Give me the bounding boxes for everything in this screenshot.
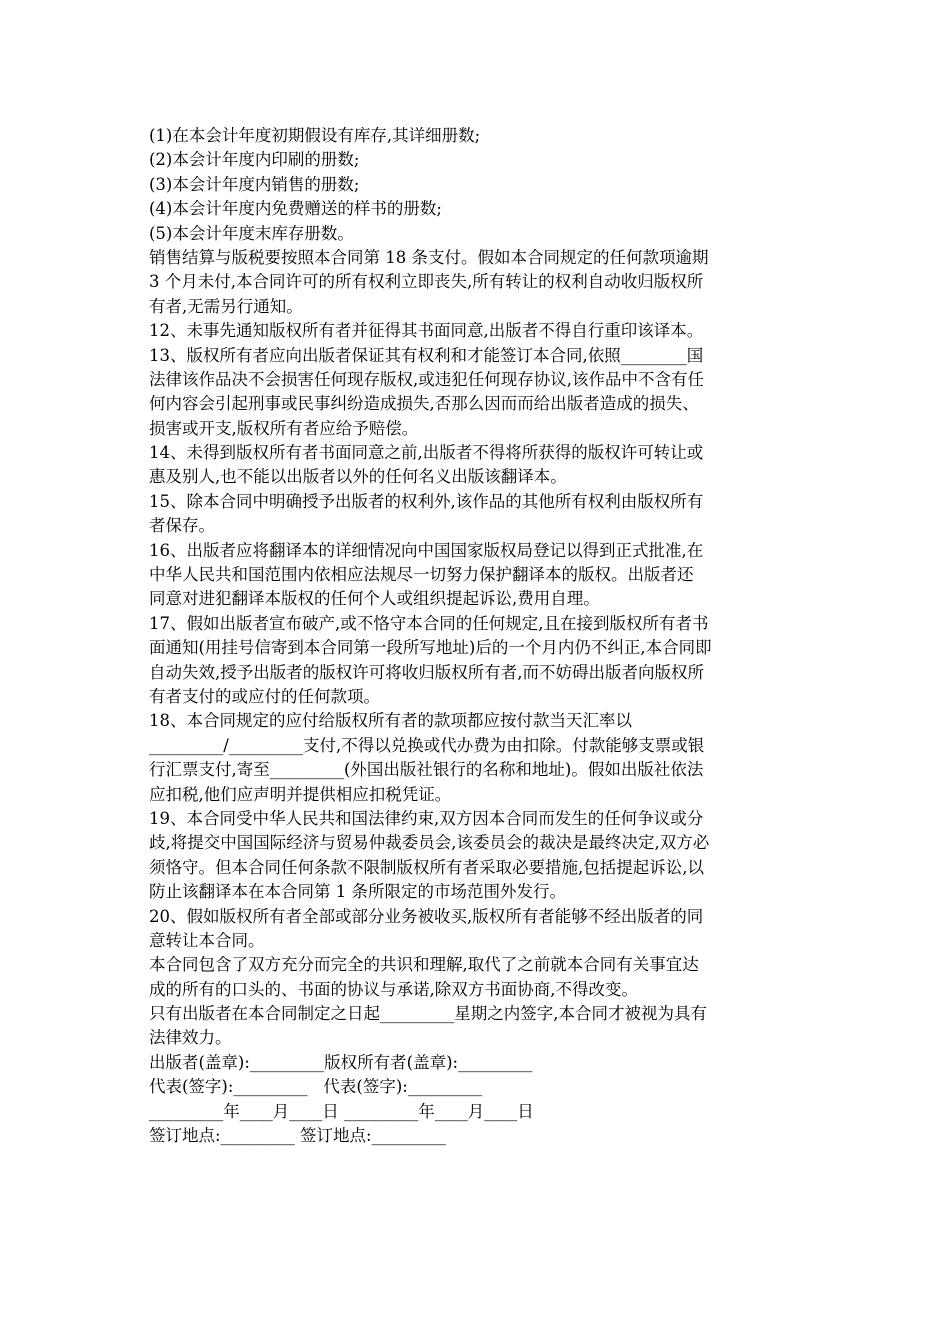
clause-16-line: 16、出版者应将翻译本的详细情况向中国国家版权局登记以得到正式批准,在: [149, 540, 704, 560]
clause-14-line: 14、未得到版权所有者书面同意之前,出版者不得将所获得的版权许可转让或: [149, 443, 704, 463]
clause-17-line: 17、假如出版者宣布破产,或不恪守本合同的任何规定,且在接到版权所有者书: [149, 613, 709, 633]
clause-line: (2)本会计年度内印刷的册数;: [149, 150, 360, 170]
clause-19-line: 防止该翻译本在本合同第 1 条所限定的市场范围外发行。: [149, 882, 566, 902]
clause-18-line: 行汇票支付,寄至_________(外国出版社银行的名称和地址)。假如出版社依法: [149, 760, 704, 780]
clause-17-line: 自动失效,授予出版者的版权许可将收归版权所有者,而不妨碍出版者向版权所: [149, 662, 704, 682]
clause-12-line: 12、未事先通知版权所有者并征得其书面同意,出版者不得自行重印该译本。: [149, 321, 704, 341]
clause-17-line: 有者支付的或应付的任何款项。: [149, 686, 380, 706]
clause-19-line: 歧,将提交中国国际经济与贸易仲裁委员会,该委员会的裁决是最终决定,双方必: [149, 833, 710, 853]
clause-18-line: 应扣税,他们应声明并提供相应扣税凭证。: [149, 784, 452, 804]
clause-line: 有者,无需另行通知。: [149, 296, 303, 316]
entire-agreement-line: 成的所有的口头的、书面的协议与承诺,除双方书面协商,不得改变。: [149, 979, 638, 999]
clause-15-line: 者保存。: [149, 516, 215, 536]
clause-line: 3 个月未付,本合同许可的所有权利立即丧失,所有转让的权利自动收归版权所: [149, 272, 704, 292]
clause-19-line: 19、本合同受中华人民共和国法律约束,双方因本合同而发生的任何争议或分: [149, 808, 704, 828]
clause-14-line: 惠及别人,也不能以出版者以外的任何名义出版该翻译本。: [149, 467, 567, 487]
entire-agreement-line: 本合同包含了双方充分而完全的共识和理解,取代了之前就本合同有关事宜达: [149, 955, 699, 975]
clause-17-line: 面通知(用挂号信寄到本合同第一段所写地址)后的一个月内仍不纠正,本合同即: [149, 638, 712, 658]
clause-18-line: _________/_________支付,不得以兑换或代办费为由扣除。付款能够支票或银: [149, 735, 705, 755]
clause-13-line: 法律该作品决不会损害任何现存版权,或违犯任何现存协议,该作品中不含有任: [149, 369, 704, 389]
clause-20-line: 20、假如版权所有者全部或部分业务被收买,版权所有者能够不经出版者的同: [149, 906, 704, 926]
clause-18-line: 18、本合同规定的应付给版权所有者的款项都应按付款当天汇率以: [149, 711, 632, 731]
clause-line: 销售结算与版税要按照本合同第 18 条支付。假如本合同规定的任何款项逾期: [149, 247, 709, 267]
clause-13-line: 损害或开支,版权所有者应给予赔偿。: [149, 418, 419, 438]
clause-line: (3)本会计年度内销售的册数;: [149, 174, 360, 194]
effectiveness-line: 只有出版者在本合同制定之日起_________星期之内签字,本合同才被视为具有: [149, 1004, 707, 1024]
clause-16-line: 同意对进犯翻译本版权的任何个人或组织提起诉讼,费用自理。: [149, 589, 600, 609]
clause-13-line: 13、版权所有者应向出版者保证其有权利和才能签订本合同,依照________国: [149, 345, 704, 365]
clause-13-line: 何内容会引起刑事或民事纠纷造成损失,否那么因而而给出版者造成的损失、: [149, 394, 699, 414]
clause-20-line: 意转让本合同。: [149, 930, 265, 950]
seal-line: 出版者(盖章):_________版权所有者(盖章):_________: [149, 1052, 533, 1072]
date-line: _________年____月____日 _________年____月____日: [149, 1101, 534, 1121]
document-body: [149, 124, 799, 1148]
clause-15-line: 15、除本合同中明确授予出版者的权利外,该作品的其他所有权利由版权所有: [149, 491, 704, 511]
effectiveness-line: 法律效力。: [149, 1028, 232, 1048]
clause-19-line: 须恪守。但本合同任何条款不限制版权所有者采取必要措施,包括提起诉讼,以: [149, 857, 704, 877]
signing-place-line: 签订地点:_________ 签订地点:_________: [149, 1126, 446, 1146]
clause-line: (5)本会计年度末库存册数。: [149, 223, 354, 243]
clause-line: (4)本会计年度内免费赠送的样书的册数;: [149, 199, 442, 219]
clause-line: (1)在本会计年度初期假设有库存,其详细册数;: [149, 126, 481, 145]
signature-line: 代表(签字):_________ 代表(签字):_________: [149, 1077, 483, 1097]
clause-16-line: 中华人民共和国范围内依相应法规尽一切努力保护翻译本的版权。出版者还: [149, 565, 694, 585]
